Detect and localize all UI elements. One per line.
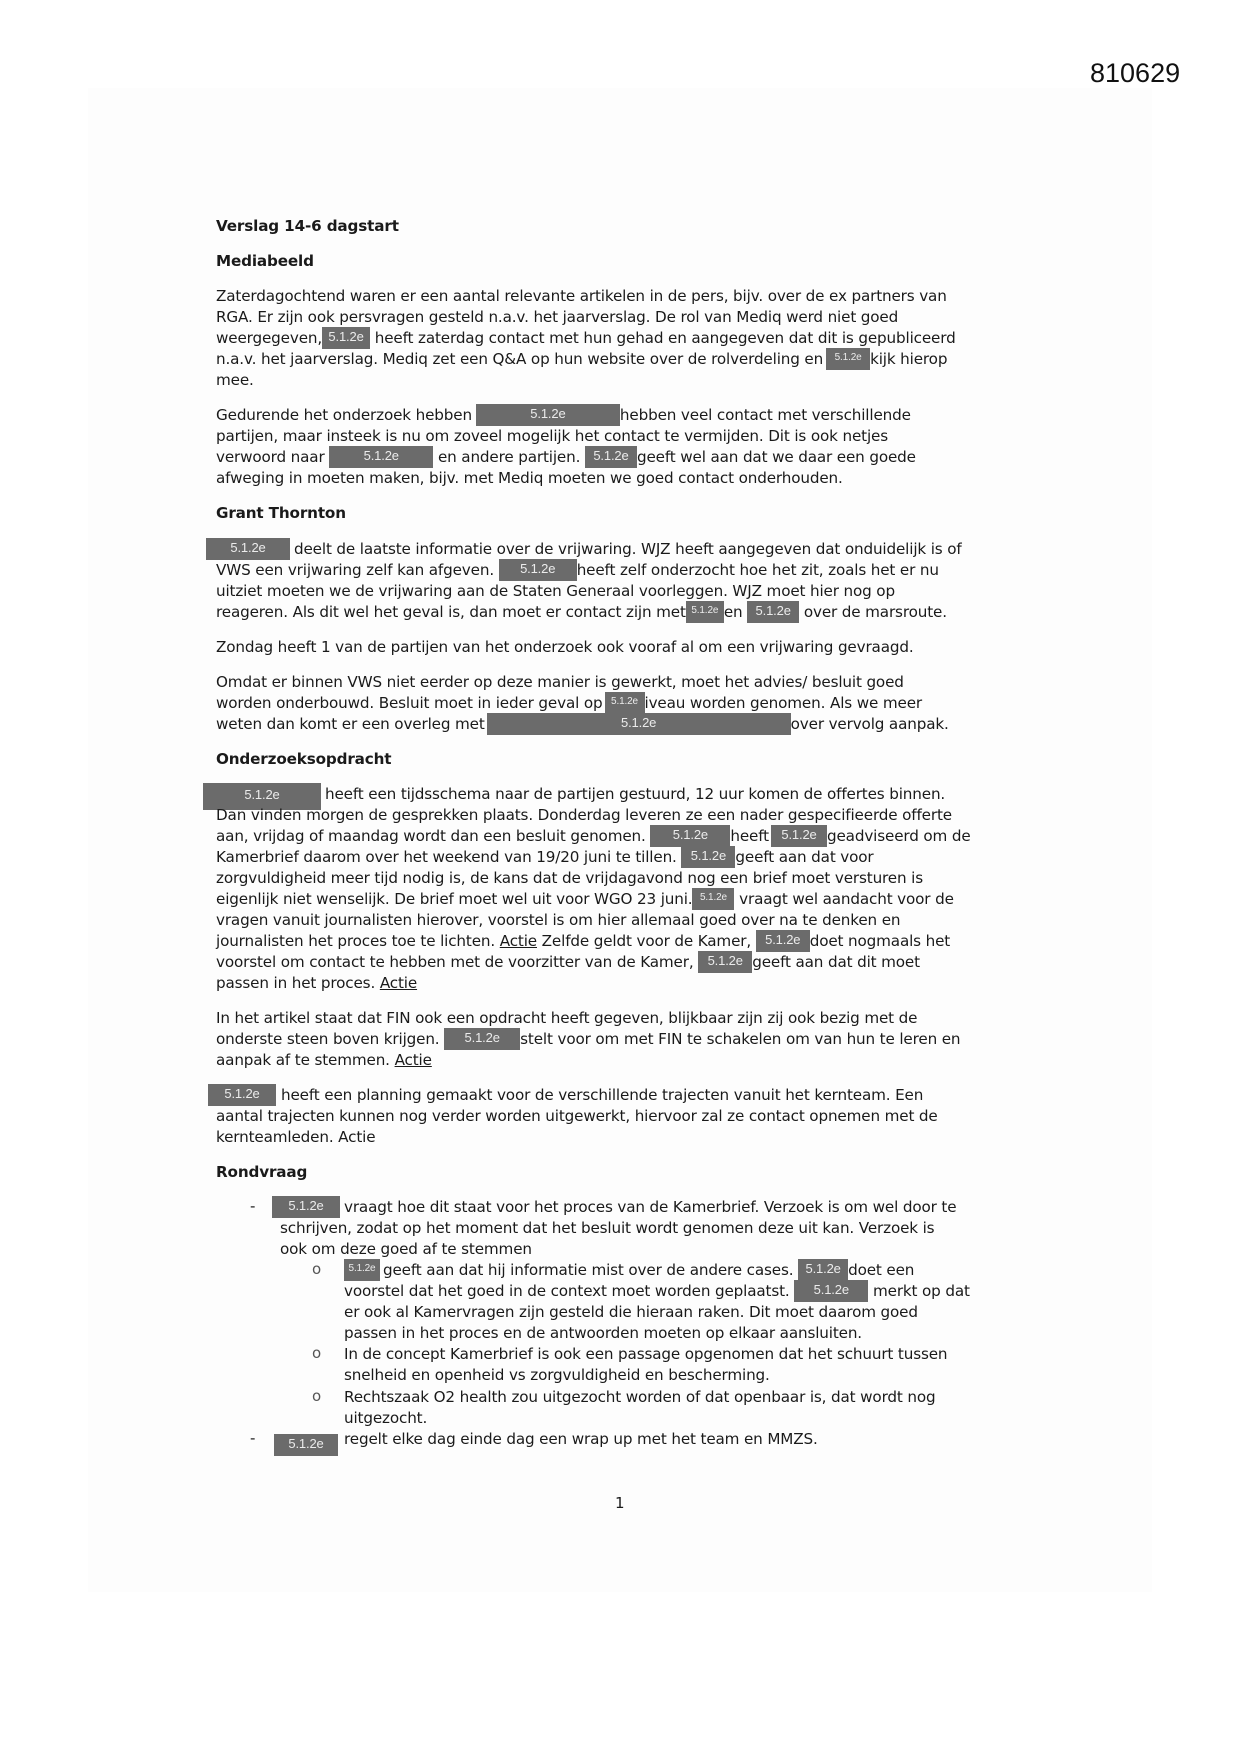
- text-line: snelheid en openheid vs zorgvuldigheid en bescherming.: [344, 1366, 770, 1384]
- text-segment: hebben veel contact met verschillende: [619, 406, 911, 424]
- redaction-box: 5.1.2e: [686, 601, 724, 623]
- text-line: [208, 1085, 923, 1106]
- text-line: kernteamleden. Actie: [216, 1128, 376, 1146]
- text-segment: weten dan komt er een overleg met: [216, 715, 485, 733]
- text-segment: aanpak af te stemmen.: [216, 1051, 390, 1069]
- text-line: Zondag heeft 1 van de partijen van het onderzoek ook vooraf al om een vrijwaring gevraagd.: [216, 638, 914, 656]
- redaction-box: 5.1.2e: [344, 1259, 380, 1281]
- text-segment: geadviseerd om de: [827, 827, 971, 845]
- text-segment: eigenlijk niet wenselijk. De brief moet wel uit voor WGO 23 juni.: [216, 890, 693, 908]
- text-line: In de concept Kamerbrief is ook een passage opgenomen dat het schuurt tussen: [344, 1345, 948, 1363]
- text-line: [216, 826, 971, 847]
- text-segment: vraagt hoe dit staat voor het proces van de Kamerbrief. Verzoek is om wel door te: [344, 1198, 957, 1216]
- page-number: 1: [615, 1494, 625, 1512]
- redaction-box: 5.1.2e: [756, 930, 810, 952]
- text-line: [216, 405, 911, 426]
- text-segment: reageren. Als dit wel het geval is, dan moet er contact zijn met: [216, 603, 686, 621]
- redaction-box: 5.1.2e: [605, 692, 645, 714]
- redaction-box: 5.1.2e: [681, 846, 735, 868]
- text-segment: heeft: [730, 827, 769, 845]
- text-segment: verwoord naar: [216, 448, 325, 466]
- redaction-box: 5.1.2e: [826, 348, 870, 370]
- text-segment: worden onderbouwd. Besluit moet in ieder geval op: [216, 694, 603, 712]
- heading-rondvraag: Rondvraag: [216, 1163, 308, 1181]
- redaction-box: 5.1.2e: [476, 404, 620, 426]
- text-segment: voorstel om contact te hebben met de voorzitter van de Kamer,: [216, 953, 694, 971]
- text-line: partijen, maar insteek is nu om zoveel mogelijk het contact te vermijden. Dit is ook netjes: [216, 427, 888, 445]
- text-line: [216, 328, 956, 349]
- heading-grant-thornton: Grant Thornton: [216, 504, 346, 522]
- redaction-box: 5.1.2e: [747, 601, 799, 623]
- text-segment: stelt voor om met FIN te schakelen om van hun te leren en: [520, 1030, 961, 1048]
- text-segment: doet nogmaals het: [809, 932, 951, 950]
- text-segment: heeft zaterdag contact met hun gehad en aangegeven dat dit is gepubliceerd: [374, 329, 956, 347]
- text-line: Omdat er binnen VWS niet eerder op deze manier is gewerkt, moet het advies/ besluit goed: [216, 673, 904, 691]
- redaction-box: 5.1.2e: [208, 1084, 276, 1106]
- text-segment: journalisten het proces toe te lichten.: [216, 932, 496, 950]
- text-segment: geeft aan dat hij informatie mist over de andere cases.: [383, 1261, 794, 1279]
- redaction-box: 5.1.2e: [794, 1280, 868, 1302]
- text-line: zorgvuldigheid meer tijd nodig is, de kans dat de vrijdagavond nog een brief moet versturen is: [216, 869, 923, 887]
- text-line: [216, 931, 950, 952]
- redaction-box: 5.1.2e: [798, 1259, 848, 1281]
- text-line: [344, 1281, 970, 1302]
- text-line: [216, 714, 949, 735]
- text-line: ook om deze goed af te stemmen: [280, 1240, 532, 1258]
- text-segment: vraagt wel aandacht voor de: [739, 890, 954, 908]
- redaction-box: 5.1.2e: [203, 783, 321, 810]
- redaction-box: 5.1.2e: [206, 538, 290, 560]
- text-segment: Zelfde geldt voor de Kamer,: [541, 932, 752, 950]
- text-segment: geeft aan dat dit moet: [752, 953, 920, 971]
- redaction-box: 5.1.2e: [444, 1028, 520, 1050]
- text-segment: voorstel dat het goed in de context moet worden geplaatst.: [344, 1282, 790, 1300]
- text-line: er ook al Kamervragen zijn gesteld die hieraan raken. Dit moet daarom goed: [344, 1303, 918, 1321]
- text-line: [216, 602, 947, 623]
- circle-bullet: o: [312, 1344, 322, 1362]
- dash-bullet: -: [250, 1197, 256, 1215]
- text-segment: merkt op dat: [872, 1282, 970, 1300]
- circle-bullet: o: [312, 1387, 322, 1405]
- text-line: uitziet moeten we de vrijwaring aan de Staten Generaal voorleggen. WJZ moet hier nog op: [216, 582, 895, 600]
- text-line: Dan vinden morgen de gesprekken plaats. Donderdag leveren ze een nader gespecifieerde offerte: [216, 806, 952, 824]
- redaction-box: 5.1.2e: [329, 446, 433, 468]
- heading-mediabeeld: Mediabeeld: [216, 252, 314, 270]
- text-line: Zaterdagochtend waren er een aantal relevante artikelen in de pers, bijv. over de ex partners van: [216, 287, 947, 305]
- text-line: [216, 889, 954, 910]
- text-segment: heeft zelf onderzocht hoe het zit, zoals het er nu: [576, 561, 939, 579]
- text-line: uitgezocht.: [344, 1409, 428, 1427]
- text-segment: aan, vrijdag of maandag wordt dan een besluit genomen.: [216, 827, 646, 845]
- redaction-box: 5.1.2e: [272, 1196, 340, 1218]
- redaction-box: 5.1.2e: [322, 327, 370, 349]
- text-line: passen in het proces en de antwoorden moeten op elkaar aansluiten.: [344, 1324, 862, 1342]
- text-segment: n.a.v. het jaarverslag. Mediq zet een Q&A op hun website over de rolverdeling en: [216, 350, 824, 368]
- document-number: 810629: [1090, 58, 1181, 88]
- text-segment: passen in het proces.: [216, 974, 376, 992]
- text-line: [274, 1429, 818, 1456]
- redaction-box: 5.1.2e: [499, 559, 577, 581]
- text-line: [272, 1197, 956, 1218]
- text-segment: en andere partijen.: [437, 448, 581, 466]
- text-line: [216, 952, 920, 973]
- text-segment: doet een: [848, 1261, 915, 1279]
- redaction-box: 5.1.2e: [771, 825, 827, 847]
- text-segment: Kamerbrief daarom over het weekend van 19/20 juni te tillen.: [216, 848, 677, 866]
- action-link[interactable]: Actie: [394, 1051, 432, 1069]
- text-segment: VWS een vrijwaring zelf kan afgeven.: [216, 561, 494, 579]
- text-line: [216, 560, 939, 581]
- redaction-box: 5.1.2e: [585, 446, 637, 468]
- text-segment: geeft wel aan dat we daar een goede: [636, 448, 916, 466]
- text-segment: Gedurende het onderzoek hebben: [216, 406, 472, 424]
- text-line: schrijven, zodat op het moment dat het besluit wordt genomen deze uit kan. Verzoek is: [280, 1219, 935, 1237]
- text-segment: heeft een tijdsschema naar de partijen gestuurd, 12 uur komen de offertes binnen.: [325, 785, 946, 803]
- text-line: [216, 847, 874, 868]
- text-segment: kijk hierop: [870, 350, 948, 368]
- text-segment: deelt de laatste informatie over de vrijwaring. WJZ heeft aangegeven dat onduidelijk is of: [294, 540, 962, 558]
- text-line: vragen vanuit journalisten hierover, voorstel is om hier allemaal goed over na te denken en: [216, 911, 901, 929]
- circle-bullet: o: [312, 1260, 322, 1278]
- text-segment: en: [723, 603, 743, 621]
- text-line: afweging in moeten maken, bijv. met Mediq moeten we goed contact onderhouden.: [216, 469, 843, 487]
- redaction-box: 5.1.2e: [274, 1434, 338, 1456]
- text-line: [206, 539, 962, 560]
- redaction-box: 5.1.2e: [692, 888, 734, 910]
- action-link[interactable]: Actie: [379, 974, 418, 992]
- action-link[interactable]: Actie: [499, 932, 537, 950]
- text-segment: weergegeven,: [216, 329, 323, 347]
- text-segment: over vervolg aanpak.: [790, 715, 949, 733]
- text-segment: heeft een planning gemaakt voor de verschillende trajecten vanuit het kernteam. Een: [281, 1086, 924, 1104]
- text-line: [216, 349, 947, 370]
- text-line: RGA. Er zijn ook persvragen gesteld n.a.v. het jaarverslag. De rol van Mediq werd niet goed: [216, 308, 899, 326]
- text-line: [216, 693, 922, 714]
- text-line: [216, 447, 916, 468]
- text-segment: over de marsroute.: [803, 603, 947, 621]
- text-segment: geeft aan dat voor: [735, 848, 874, 866]
- text-line: Rechtszaak O2 health zou uitgezocht worden of dat openbaar is, dat wordt nog: [344, 1388, 936, 1406]
- text-line: aantal trajecten kunnen nog verder worden uitgewerkt, hiervoor zal ze contact opnemen met de: [216, 1107, 938, 1125]
- text-line: [344, 1260, 914, 1281]
- redaction-box: 5.1.2e: [487, 713, 791, 735]
- dash-bullet: -: [250, 1429, 256, 1447]
- redaction-box: 5.1.2e: [650, 825, 730, 847]
- text-line: [216, 1029, 960, 1050]
- text-line: [216, 1050, 432, 1070]
- heading-onderzoeksopdracht: Onderzoeksopdracht: [216, 750, 392, 768]
- text-line: In het artikel staat dat FIN ook een opdracht heeft gegeven, blijkbaar zijn zij ook bezig met de: [216, 1009, 918, 1027]
- text-segment: onderste steen boven krijgen.: [216, 1030, 440, 1048]
- text-segment: iveau worden genomen. Als we meer: [644, 694, 922, 712]
- text-line: [216, 973, 417, 993]
- document-title: Verslag 14-6 dagstart: [216, 217, 399, 235]
- text-segment: regelt elke dag einde dag een wrap up met het team en MMZS.: [344, 1430, 818, 1448]
- text-line: mee.: [216, 371, 254, 389]
- redaction-box: 5.1.2e: [698, 951, 752, 973]
